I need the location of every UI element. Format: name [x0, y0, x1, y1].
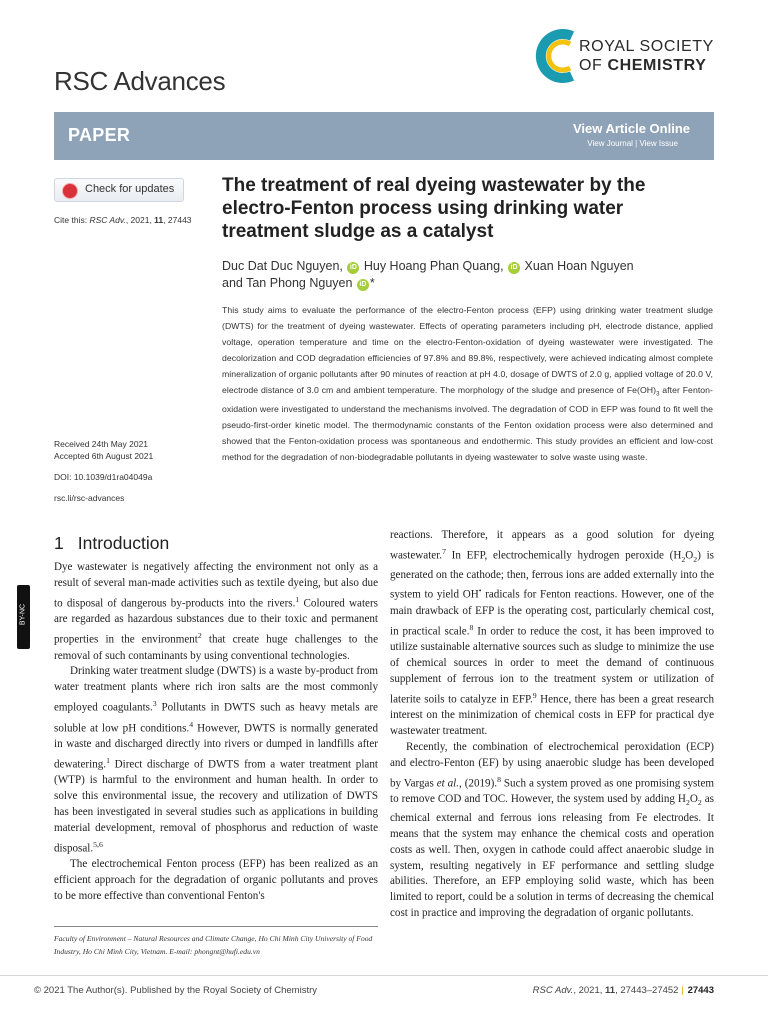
- paragraph: The electrochemical Fenton process (EFP) has been realized as an efficient approach for the degradation of organic pollutants and proves to be more effective than conventional Fenton's: [54, 858, 378, 902]
- body-column-right: [390, 528, 714, 922]
- article-banner: [54, 112, 714, 160]
- paragraph: Drinking water treatment sludge (DWTS) is a waste by-product from water treatment plants where rich iron salts are the most commonly employed coagulants.$^3$ Pollutants in DWTS such as heavy metals are soluble at low pH conditions.$^4$ However, DWTS is normally generated in waste and discharged directly into rivers or dumped in landfills after dewatering.$^1$ Direct discharge of DWTS from a water treatment plant (WTP) is harmful to the environment and human health. In order to solve this environmental issue, the recovery and utilization of DWTS has been investigated in several studies such as applications in building material development, removal of phosphorus and reduction of waste disposal.$^{5,6}$: [54, 665, 379, 855]
- crossmark-icon: [62, 183, 78, 199]
- orcid-icon[interactable]: iD: [508, 262, 520, 274]
- orcid-icon[interactable]: iD: [347, 262, 359, 274]
- affiliation-footnote: Faculty of Environment – Natural Resources and Climate Change, Ho Chi Minh City University of Food Industry, Ho Chi Minh City, Vietnam. E-mail: phongnt@hufi.edu.vn: [54, 934, 373, 956]
- cite-this: Cite this: RSC Adv., 2021, 11, 27443: [54, 215, 192, 225]
- article-title: The treatment of real dyeing wastewater by the electro-Fenton process using drinking water treatment sludge as a catalyst: [222, 175, 646, 242]
- cc-by-nc-label: BY-NC: [19, 603, 27, 626]
- page-number: 27443: [687, 985, 714, 996]
- paragraph: Recently, the combination of electrochemical peroxidation (ECP) and electro-Fenton (EF) by using anaerobic sludge has been developed by Vargas et al., (2019).$^8$ Such a system proved as one promising system to remove COD and TOC. However, the system used by adding $H_2O_2$ as chemical external and ferrous ions releasing from Fe electrodes. It means that the system may enhance the chemical costs and operation costs as well. Then, oxygen in cathode could affect anaerobic sludge in system, resulting negatively in EF performance and settling sludge abilities. Therefore, an EFP employing solid waste, which has been limited to report, could be a solution in terms of decreasing the chemical cost in practice and improving the degradation of organic pollutants.: [390, 740, 714, 920]
- rsc-logo[interactable]: [532, 28, 722, 88]
- received-dates: Received 24th May 2021 Accepted 6th August 2021: [54, 439, 154, 461]
- doi[interactable]: DOI: 10.1039/d1ra04049a: [54, 472, 153, 482]
- journal-title: RSC Advances: [54, 66, 226, 96]
- footer-divider: [0, 975, 768, 976]
- corresponding-star: *: [369, 276, 375, 290]
- author-1[interactable]: Duc Dat Duc Nguyen,: [222, 259, 343, 273]
- footnote-divider: [54, 926, 378, 927]
- check-updates-button[interactable]: [54, 178, 184, 202]
- body-column-left: [54, 560, 378, 905]
- view-journal-issue-links[interactable]: View Journal | View Issue: [587, 139, 678, 148]
- abstract: This study aims to evaluate the performance of the electro-Fenton process (EFP) using drinking water treatment sludge (DWTS) for the treatment of dyeing wastewater. Effects of operating parameters including pH, electrode distance, applied voltage, operation temperature and time on the electro-Fenton-oxidation of dyeing wastewater were investigated. The decolorization and COD degradation efficiencies of 97.8% and 89.8%, respectively, were achieved indicating almost complete mineralization of organic pollutants after 90 minutes of reaction at pH 4.0, dosage of DWTS of 2.0 g, applied voltage of 20.0 V, electrode distance of 3.0 cm and ambient temperature. The morphology of the sludge and presence of $Fe(OH)_3$ after Fenton-oxidation were investigated to understand the mechanisms involved. The degradation of COD in EFP was found to fit well the pseudo-first-order kinetic model. The thermodynamic constants of the Fenton oxidation process were also determined and showed that the Fenton-oxidation process was spontaneous and endothermic. This study provides an efficient and low-cost method for the degradation of non-biodegradable pollutants in dyeing wastewater to solve waste using waste.: [222, 305, 713, 462]
- logo-line1: ROYAL SOCIETY: [579, 38, 714, 55]
- copyright: © 2021 The Author(s). Published by the Royal Society of Chemistry: [34, 985, 317, 996]
- author-list: [222, 258, 692, 292]
- author-3[interactable]: Xuan Hoan Nguyen: [524, 259, 634, 273]
- paragraph: reactions. Therefore, it appears as a good solution for dyeing wastewater.$^7$ In EFP, electrochemically hydrogen peroxide $(H_2O_2)$ is generated on the cathode; then, ferrous ions are added externally into the system to yield OH• radicals for Fenton reactions. However, one of the main drawback of EFP is the operating cost, particularly chemical cost, in practical scale.$^8$ In order to reduce the cost, it has been improved to utilize sustainable alternative sources such as sludge to minimize the use of chemical sources in order to meet the demand of continuous supplement of ferrous ion to the treatment system or utilization of laterite soils to catalyze in EFP.$^9$ Hence, there has been a great research interest on the minimization of chemical costs in EFP for practical dye wastewater treatment.: [390, 529, 714, 738]
- orcid-icon[interactable]: iD: [357, 279, 369, 291]
- page-info: RSC Adv., 2021, 11, 27443–27452 | 27443: [532, 985, 714, 996]
- journal-link[interactable]: rsc.li/rsc-advances: [54, 493, 125, 503]
- author-4[interactable]: and Tan Phong Nguyen: [222, 276, 353, 290]
- section-heading: 1 Introduction: [54, 533, 170, 553]
- cc-license-badge[interactable]: [17, 585, 30, 649]
- author-2[interactable]: Huy Hoang Phan Quang,: [363, 259, 504, 273]
- article-type: PAPER: [68, 125, 131, 145]
- view-article-online-link[interactable]: View Article Online: [572, 121, 690, 136]
- logo-line2: OF CHEMISTRY: [579, 57, 707, 74]
- check-updates-label: Check for updates: [85, 183, 175, 195]
- paragraph: Dye wastewater is negatively affecting the environment not only as a result of several man-made activities such as textile dyeing, but also due to disposal of dangerous by-products into the rivers.$^1$ Coloured waters are regarded as hazardous substances due to their toxic and permanent properties in the environment$^2$ that create huge challenges to the removal of such contaminants by using conventional technologies.: [54, 561, 378, 662]
- rsc-logo-icon: [532, 28, 576, 84]
